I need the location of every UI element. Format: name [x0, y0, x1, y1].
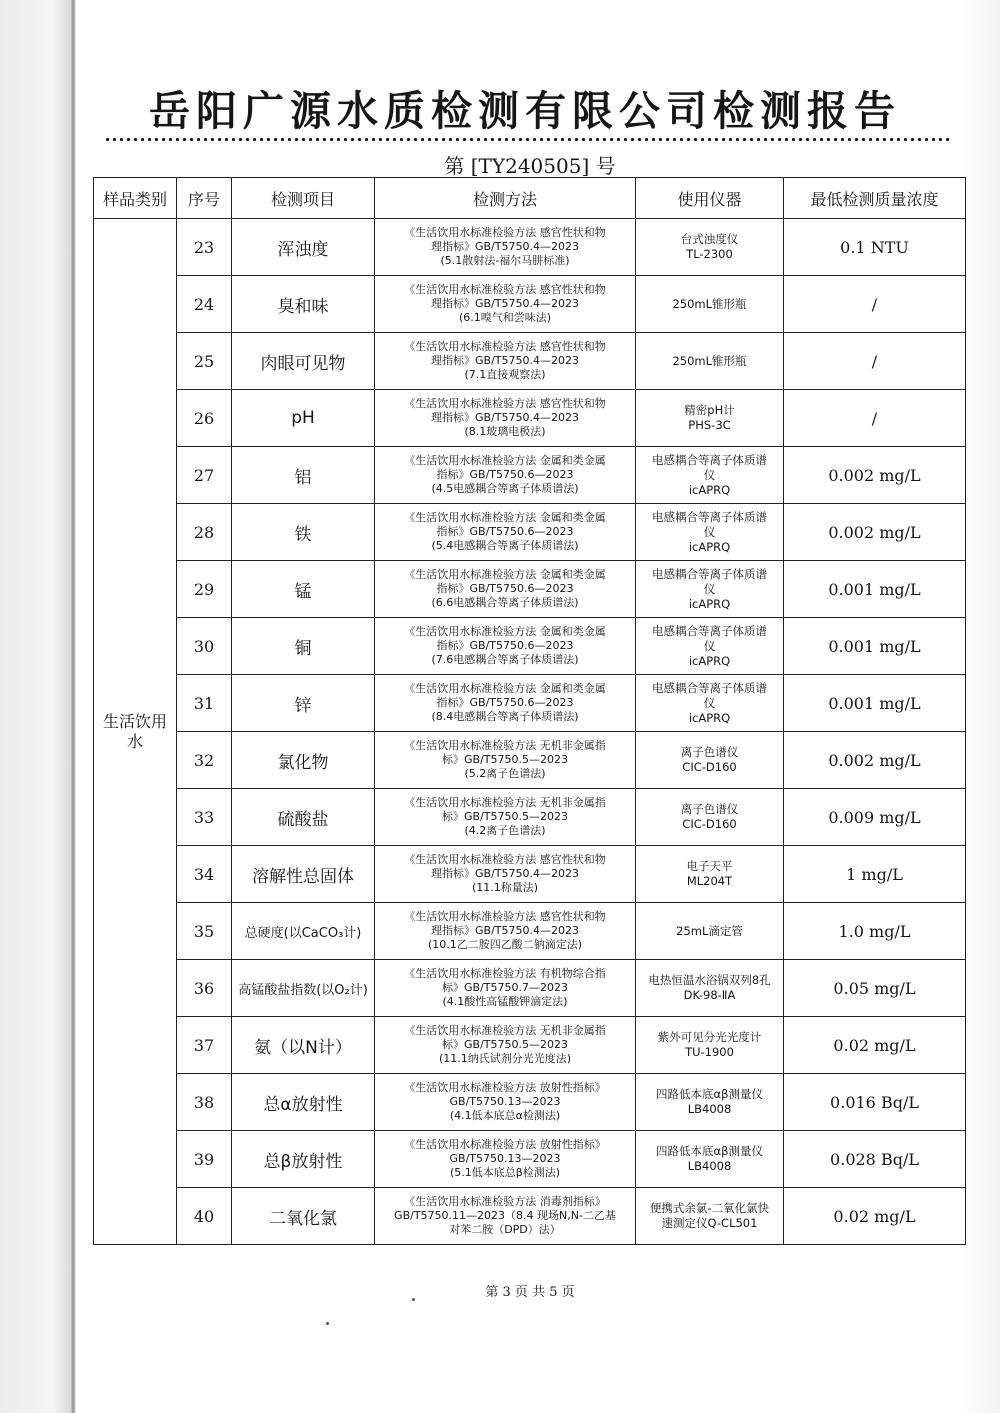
instrument-line: 电感耦合等离子体质谱 [652, 452, 767, 467]
seq-no-cell: 39 [177, 1131, 232, 1188]
method-line: 《生活饮用水标准检验方法 消毒剂指标》 [404, 1195, 606, 1208]
scan-speck [412, 1298, 415, 1301]
instrument-line: 25mL滴定管 [676, 923, 743, 938]
instrument-line: LB4008 [687, 1159, 732, 1173]
page-footer: 第 3 页 共 5 页 [485, 1285, 575, 1300]
test-item-cell: 铁 [232, 504, 375, 561]
col-seq-no: 序号 [177, 178, 232, 219]
detection-limit-cell: 0.05 mg/L [784, 960, 966, 1017]
instrument-line: ML204T [686, 874, 733, 888]
table-row [94, 789, 966, 846]
method-line: 《生活饮用水标准检验方法 金属和类金属 [404, 682, 606, 695]
test-method-cell [375, 732, 636, 789]
seq-no-cell: 28 [177, 504, 232, 561]
method-line: 《生活饮用水标准检验方法 金属和类金属 [404, 454, 606, 467]
instrument-cell [636, 675, 784, 732]
instrument-line: 电感耦合等离子体质谱 [652, 509, 767, 524]
instrument-cell [636, 447, 784, 504]
detection-limit-cell: 0.028 Bq/L [784, 1131, 966, 1188]
method-line: 理指标》GB/T5750.4—2023 [431, 240, 579, 253]
test-item-cell: 硫酸盐 [232, 789, 375, 846]
test-method-cell [375, 846, 636, 903]
test-item-cell: 溶解性总固体 [232, 846, 375, 903]
table-row [94, 447, 966, 504]
instrument-line: icAPRQ [688, 539, 731, 554]
col-detection-limit: 最低检测质量浓度 [784, 178, 966, 219]
detection-limit-cell: / [784, 333, 966, 390]
table-row [94, 504, 966, 561]
instrument-cell [636, 960, 784, 1017]
instrument-line: 四路低本底αβ测量仪 [656, 1087, 763, 1101]
table-row [94, 1131, 966, 1188]
instrument-cell [636, 504, 784, 561]
method-line: 理指标》GB/T5750.4—2023 [431, 867, 579, 880]
instrument-line: 250mL锥形瓶 [672, 353, 747, 368]
test-method-cell [375, 333, 636, 390]
detection-limit-cell: 0.016 Bq/L [784, 1074, 966, 1131]
instrument-cell [636, 618, 784, 675]
test-item-cell: 总β放射性 [232, 1131, 375, 1188]
method-line: 指标》GB/T5750.6—2023 [436, 639, 574, 652]
method-line: (4.2离子色谱法) [464, 824, 546, 837]
method-line: (7.6电感耦合等离子体质谱法) [431, 653, 579, 666]
test-item-cell: pH [232, 390, 375, 447]
detection-limit-cell: 0.009 mg/L [784, 789, 966, 846]
test-method-cell [375, 390, 636, 447]
instrument-line: CIC-D160 [682, 760, 737, 774]
method-line: 理指标》GB/T5750.4—2023 [431, 297, 579, 310]
table-row [94, 1188, 966, 1245]
test-method-cell [375, 1131, 636, 1188]
method-line: 标》GB/T5750.5—2023 [442, 1038, 568, 1051]
test-method-cell [375, 618, 636, 675]
instrument-line: 仪 [703, 524, 716, 539]
test-item-cell: 总α放射性 [232, 1074, 375, 1131]
method-line: (5.2离子色谱法) [464, 767, 546, 780]
seq-no-cell: 36 [177, 960, 232, 1017]
col-instrument: 使用仪器 [636, 178, 784, 219]
test-item-cell: 氨（以N计） [232, 1017, 375, 1074]
seq-no-cell: 24 [177, 276, 232, 333]
method-line: 《生活饮用水标准检验方法 放射性指标》 [404, 1138, 606, 1151]
method-line: 理指标》GB/T5750.4—2023 [431, 411, 579, 424]
method-line: 标》GB/T5750.5—2023 [442, 753, 568, 766]
instrument-cell [636, 732, 784, 789]
detection-limit-cell: / [784, 276, 966, 333]
seq-no-cell: 33 [177, 789, 232, 846]
instrument-cell [636, 219, 784, 276]
instrument-line: icAPRQ [688, 653, 731, 668]
seq-no-cell: 27 [177, 447, 232, 504]
method-line: (5.4电感耦合等离子体质谱法) [431, 539, 579, 552]
seq-no-cell: 38 [177, 1074, 232, 1131]
test-method-cell [375, 219, 636, 276]
instrument-line: icAPRQ [688, 596, 731, 611]
method-line: 《生活饮用水标准检验方法 感官性状和物 [404, 226, 606, 239]
method-line: (8.1玻璃电极法) [464, 425, 546, 438]
test-method-cell [375, 1188, 636, 1245]
seq-no-cell: 29 [177, 561, 232, 618]
detection-limit-cell: 0.001 mg/L [784, 561, 966, 618]
test-method-cell [375, 276, 636, 333]
instrument-line: 紫外可见分光光度计 [657, 1030, 762, 1044]
method-line: 理指标》GB/T5750.4—2023 [431, 924, 579, 937]
test-item-cell: 二氧化氯 [232, 1188, 375, 1245]
detection-limit-cell: 1 mg/L [784, 846, 966, 903]
detection-limit-cell: 0.002 mg/L [784, 447, 966, 504]
instrument-line: 离子色谱仪 [680, 745, 739, 759]
test-item-cell: 锌 [232, 675, 375, 732]
instrument-line: TU-1900 [685, 1045, 734, 1059]
detection-limit-cell: / [784, 390, 966, 447]
table-row [94, 732, 966, 789]
method-line: (10.1乙二胺四乙酸二钠滴定法) [427, 938, 583, 951]
method-line: (11.1称量法) [471, 881, 539, 894]
instrument-line: 仪 [703, 467, 716, 482]
method-line: 指标》GB/T5750.6—2023 [436, 582, 574, 595]
test-method-cell [375, 675, 636, 732]
method-line: 《生活饮用水标准检验方法 放射性指标》 [404, 1081, 606, 1094]
instrument-line: 仪 [703, 638, 716, 653]
instrument-line: 便携式余氯-二氧化氯快 [649, 1201, 770, 1215]
instrument-line: CIC-D160 [682, 817, 737, 831]
method-line: GB/T5750.11—2023（8.4 现场N,N-二乙基 [394, 1209, 616, 1222]
test-items-table [93, 177, 966, 1245]
test-method-cell [375, 960, 636, 1017]
dotted-divider [104, 137, 952, 142]
test-method-cell [375, 789, 636, 846]
instrument-cell [636, 1074, 784, 1131]
test-method-cell [375, 447, 636, 504]
method-line: 《生活饮用水标准检验方法 感官性状和物 [404, 283, 606, 296]
test-item-cell: 臭和味 [232, 276, 375, 333]
method-line: 指标》GB/T5750.6—2023 [436, 525, 574, 538]
instrument-cell [636, 390, 784, 447]
test-method-cell [375, 504, 636, 561]
instrument-line: DK-98-ⅡA [683, 988, 736, 1002]
table-row [94, 390, 966, 447]
method-line: 标》GB/T5750.5—2023 [442, 810, 568, 823]
seq-no-cell: 25 [177, 333, 232, 390]
test-item-cell: 总硬度(以CaCO₃计) [232, 903, 375, 960]
instrument-line: TL-2300 [686, 247, 733, 261]
method-line: (11.1纳氏试剂分光光度法) [438, 1052, 572, 1065]
report-title: 岳阳广源水质检测有限公司检测报告 [149, 87, 901, 135]
method-line: 《生活饮用水标准检验方法 无机非金属指 [404, 1024, 606, 1037]
instrument-line: 电感耦合等离子体质谱 [652, 680, 767, 695]
scan-speck [326, 1322, 329, 1325]
seq-no-cell: 37 [177, 1017, 232, 1074]
detection-limit-cell: 1.0 mg/L [784, 903, 966, 960]
seq-no-cell: 30 [177, 618, 232, 675]
test-item-cell: 浑浊度 [232, 219, 375, 276]
table-row [94, 960, 966, 1017]
instrument-cell [636, 333, 784, 390]
seq-no-cell: 35 [177, 903, 232, 960]
instrument-line: 速测定仪Q-CL501 [661, 1216, 758, 1230]
method-line: 《生活饮用水标准检验方法 金属和类金属 [404, 625, 606, 638]
seq-no-cell: 34 [177, 846, 232, 903]
instrument-line: LB4008 [687, 1102, 732, 1116]
method-line: 《生活饮用水标准检验方法 金属和类金属 [404, 568, 606, 581]
test-method-cell [375, 903, 636, 960]
test-method-cell [375, 1074, 636, 1131]
instrument-line: 精密pH计 [684, 403, 735, 417]
table-row [94, 333, 966, 390]
method-line: 《生活饮用水标准检验方法 有机物综合指 [404, 967, 606, 980]
table-header-row [94, 178, 966, 219]
instrument-line: PHS-3C [688, 418, 731, 432]
seq-no-cell: 31 [177, 675, 232, 732]
instrument-cell [636, 561, 784, 618]
instrument-cell [636, 789, 784, 846]
col-sample-category: 样品类别 [94, 178, 177, 219]
instrument-cell [636, 1188, 784, 1245]
method-line: 《生活饮用水标准检验方法 感官性状和物 [404, 397, 606, 410]
report-number: 第 [TY240505] 号 [444, 154, 616, 178]
table-row [94, 1074, 966, 1131]
book-binding-shadow [0, 0, 76, 1413]
instrument-line: 电感耦合等离子体质谱 [652, 566, 767, 581]
method-line: 对苯二胺（DPD）法） [449, 1223, 561, 1236]
method-line: (5.1低本底总β检测法) [449, 1166, 561, 1179]
method-line: 《生活饮用水标准检验方法 无机非金属指 [404, 739, 606, 752]
method-line: (6.6电感耦合等离子体质谱法) [431, 596, 579, 609]
method-line: (4.1酸性高锰酸钾滴定法) [442, 995, 568, 1008]
seq-no-cell: 32 [177, 732, 232, 789]
test-item-cell: 铜 [232, 618, 375, 675]
col-test-item: 检测项目 [232, 178, 375, 219]
test-item-cell: 铝 [232, 447, 375, 504]
col-test-method: 检测方法 [375, 178, 636, 219]
method-line: 《生活饮用水标准检验方法 感官性状和物 [404, 340, 606, 353]
instrument-line: 电热恒温水浴锅双列8孔 [648, 973, 771, 987]
detection-limit-cell: 0.1 NTU [784, 219, 966, 276]
test-item-cell: 氯化物 [232, 732, 375, 789]
seq-no-cell: 40 [177, 1188, 232, 1245]
seq-no-cell: 26 [177, 390, 232, 447]
instrument-line: 四路低本底αβ测量仪 [656, 1144, 763, 1158]
instrument-cell [636, 1131, 784, 1188]
method-line: 理指标》GB/T5750.4—2023 [431, 354, 579, 367]
method-line: GB/T5750.13—2023 [449, 1095, 561, 1108]
page-edge [960, 0, 1000, 1413]
method-line: 《生活饮用水标准检验方法 无机非金属指 [404, 796, 606, 809]
test-item-cell: 高锰酸盐指数(以O₂计) [232, 960, 375, 1017]
instrument-cell [636, 1017, 784, 1074]
detection-limit-cell: 0.02 mg/L [784, 1188, 966, 1245]
instrument-cell [636, 846, 784, 903]
instrument-line: 电子天平 [686, 859, 733, 873]
test-item-cell: 肉眼可见物 [232, 333, 375, 390]
table-row [94, 675, 966, 732]
method-line: 《生活饮用水标准检验方法 感官性状和物 [404, 910, 606, 923]
test-item-cell: 锰 [232, 561, 375, 618]
sample-category-cell: 生活饮用水 [94, 219, 177, 1245]
table-row [94, 276, 966, 333]
detection-limit-cell: 0.001 mg/L [784, 618, 966, 675]
method-line: 《生活饮用水标准检验方法 金属和类金属 [404, 511, 606, 524]
instrument-line: 电感耦合等离子体质谱 [652, 623, 767, 638]
table-row [94, 903, 966, 960]
method-line: 指标》GB/T5750.6—2023 [436, 696, 574, 709]
method-line: 《生活饮用水标准检验方法 感官性状和物 [404, 853, 606, 866]
instrument-line: 离子色谱仪 [680, 802, 739, 816]
instrument-line: icAPRQ [688, 482, 731, 497]
instrument-line: 仪 [703, 581, 716, 596]
method-line: (5.1散射法-福尔马肼标准) [440, 254, 570, 267]
instrument-cell [636, 276, 784, 333]
detection-limit-cell: 0.002 mg/L [784, 732, 966, 789]
detection-limit-cell: 0.002 mg/L [784, 504, 966, 561]
instrument-line: 台式浊度仪 [680, 232, 739, 246]
method-line: (8.4电感耦合等离子体质谱法) [431, 710, 579, 723]
method-line: 标》GB/T5750.7—2023 [442, 981, 568, 994]
instrument-line: 仪 [703, 695, 716, 710]
table-row [94, 561, 966, 618]
seq-no-cell: 23 [177, 219, 232, 276]
detection-limit-cell: 0.02 mg/L [784, 1017, 966, 1074]
method-line: (4.5电感耦合等离子体质谱法) [431, 482, 579, 495]
method-line: (6.1嗅气和尝味法) [458, 311, 552, 324]
instrument-line: 250mL锥形瓶 [672, 296, 747, 311]
table-row [94, 846, 966, 903]
table-row [94, 1017, 966, 1074]
detection-limit-cell: 0.001 mg/L [784, 675, 966, 732]
test-method-cell [375, 1017, 636, 1074]
table-row [94, 219, 966, 276]
method-line: 指标》GB/T5750.6—2023 [436, 468, 574, 481]
test-method-cell [375, 561, 636, 618]
method-line: (7.1直接观察法) [464, 368, 546, 381]
table-row [94, 618, 966, 675]
instrument-line: icAPRQ [688, 710, 731, 725]
method-line: GB/T5750.13—2023 [449, 1152, 561, 1165]
instrument-cell [636, 903, 784, 960]
method-line: (4.1低本底总α检测法) [449, 1109, 561, 1122]
